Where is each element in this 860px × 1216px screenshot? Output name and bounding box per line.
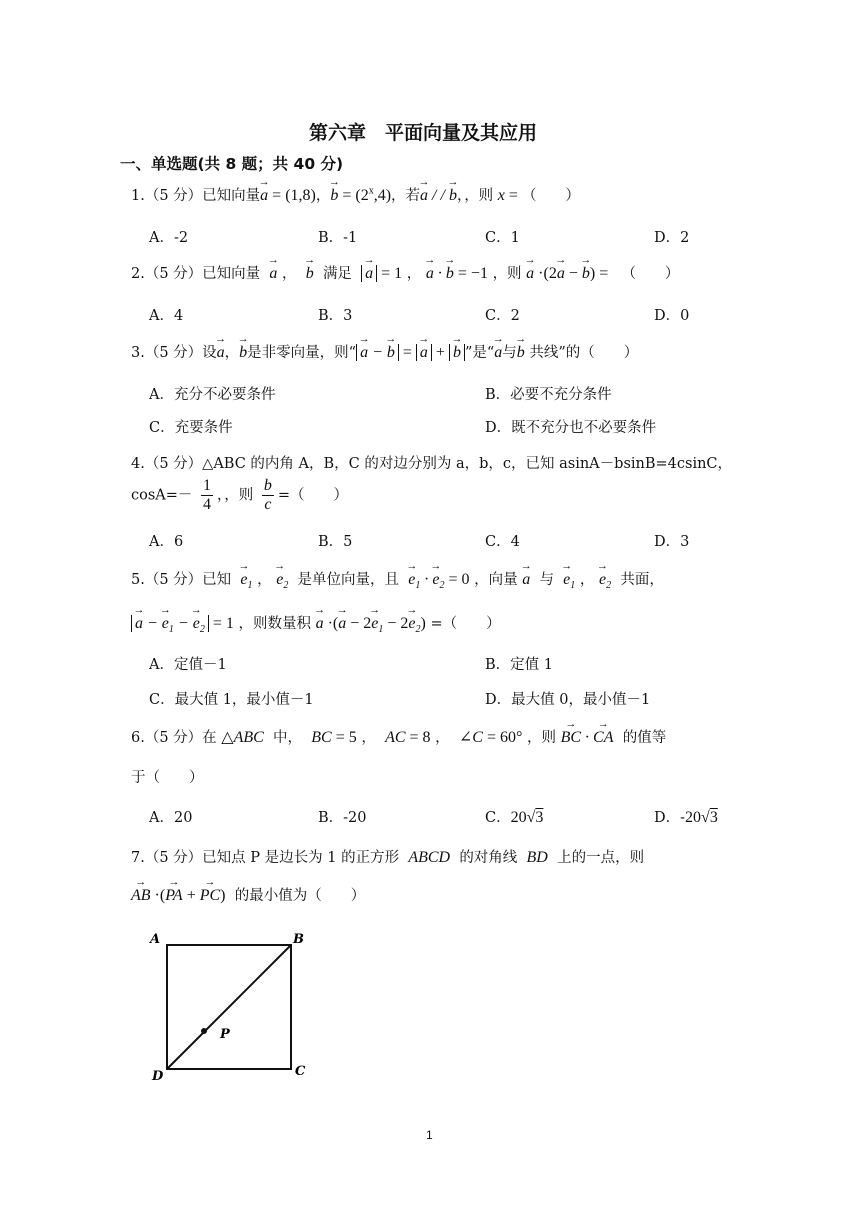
question-3: 3.（5 分）设→ a，→ b是非零向量，则“→ a − → b = → a + → b ”是“→ a与→ b 共线”的（ ）: [131, 341, 638, 362]
q5-option-c: C．最大值 1，最小值－1: [149, 692, 314, 708]
q4-option-b: B．5: [318, 534, 353, 550]
q1-option-b: B．-1: [318, 230, 358, 246]
q1-option-d: D．2: [654, 230, 690, 246]
q5-option-a: A．定值－1: [149, 657, 227, 673]
q6-option-a: A．20: [149, 810, 193, 826]
section-heading: 一、单选题(共 8 题；共 40 分): [120, 155, 344, 173]
q2-option-c: C．2: [485, 308, 520, 324]
q6-option-c: C．20√3: [485, 809, 544, 826]
page-title: 第六章 平面向量及其应用: [309, 122, 538, 144]
q2-option-b: B．3: [318, 308, 353, 324]
fraction-b-c: $\frac{b}{c}$: [263, 477, 272, 513]
q1-option-c: C．1: [485, 230, 520, 246]
question-2: 2.（5 分）已知向量 → a ， → b 满足 → a = 1 ， → a · → b = −1 ，则 → a ·(2→ a − → b) = （ ）: [131, 262, 679, 283]
question-1: 1.（5 分）已知向量→ a = (1,8)，→ $b = (2^x,4)$，若→ a / / → b，，则 x = （ ）: [131, 184, 580, 205]
q5-option-b: B．定值 1: [485, 657, 553, 673]
q4-option-a: A．6: [149, 534, 184, 550]
q1-option-a: A．-2: [149, 230, 189, 246]
question-5-line-2: → a − → $e_1$ − → $e_2 = 1$ ，则数量积 → a ·(→ $a - 2\to e_1 - 2\to e_2$) =（ ）: [131, 612, 501, 635]
question-1-stem: 1.（5 分）已知向量: [131, 188, 261, 204]
label-a: A: [150, 932, 161, 947]
q6-option-b: B．-20: [318, 810, 367, 826]
label-b: B: [293, 932, 304, 947]
q2-option-a: A．4: [149, 308, 184, 324]
label-p: P: [220, 1027, 230, 1042]
q4-option-d: D．3: [654, 534, 690, 550]
diagonal-bd: [167, 945, 291, 1069]
q3-option-c: C．充要条件: [149, 420, 233, 436]
square-figure: [140, 925, 320, 1085]
question-4-line-1: 4.（5 分）△ABC 的内角 A，B，C 的对边分别为 a，b，c，已知 asinA－bsinB=4csinC，: [131, 456, 733, 472]
page-number: 1: [426, 1128, 433, 1142]
q5-option-d: D．最大值 0，最小值－1: [485, 692, 651, 708]
label-d: D: [152, 1069, 164, 1084]
question-7-line-1: 7.（5 分）已知点 P 是边长为 1 的正方形 ABCD 的对角线 BD 上的一点，则: [131, 849, 645, 866]
q4-option-c: C．4: [485, 534, 520, 550]
question-6-line-2: 于（ ）: [131, 770, 204, 786]
q3-option-a: A．充分不必要条件: [149, 387, 276, 403]
question-7-line-2: → AB ·(→ PA + → PC) 的最小值为（ ）: [131, 884, 365, 905]
q3-option-b: B．必要不充分条件: [485, 387, 612, 403]
point-p: [201, 1028, 207, 1034]
q6-option-d: D．-20√3: [654, 809, 718, 826]
question-4-line-2: cosA=－ $\frac{1}{4}$ ，，则 $\frac{b}{c}$ =（ ）: [131, 477, 349, 513]
fraction-1-4: $\frac{1}{4}$: [203, 477, 212, 513]
label-c: C: [295, 1064, 306, 1079]
question-6-line-1: 6.（5 分）在 △ABC 中， BC = 5 ， AC = 8 ， ∠C = 60° ，则 → BC · → CA 的值等: [131, 726, 666, 747]
q3-option-d: D．既不充分也不必要条件: [485, 420, 657, 436]
q2-option-d: D．0: [654, 308, 690, 324]
question-5-line-1: 5.（5 分）已知 → $e_1$ ， → $e_2$ 是单位向量，且 → $e_1$ · → $e_2 = 0$ ，向量 → a 与 → $e_1$ ， → $e_2$ 共面，: [131, 568, 664, 591]
